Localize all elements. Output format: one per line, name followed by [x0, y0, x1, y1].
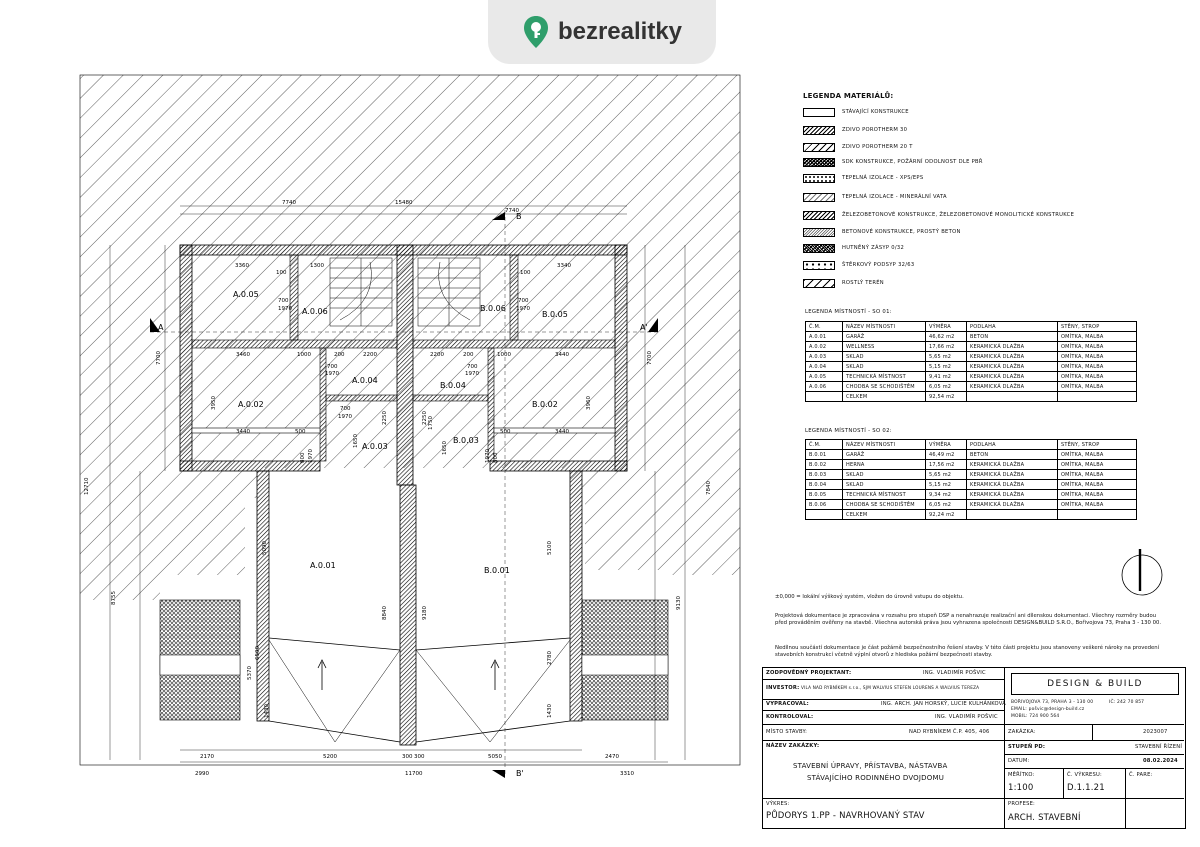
table-cell: OMÍTKA, MALBA	[1058, 342, 1137, 352]
table-cell: 92,54 m2	[926, 392, 967, 402]
room-label-b001: B.0.01	[484, 566, 510, 575]
table-header: STĚNY, STROP	[1058, 440, 1137, 450]
table-cell: CELKEM	[843, 392, 926, 402]
dim-label: 700	[327, 364, 338, 370]
material-label: BETONOVÉ KONSTRUKCE, PROSTÝ BETON	[842, 229, 961, 235]
table-cell	[1058, 510, 1137, 520]
material-swatch-icon	[803, 279, 835, 288]
prepared-label: VYPRACOVAL:	[766, 701, 809, 707]
material-legend-item	[803, 124, 907, 136]
dim-label: 3950	[211, 396, 217, 410]
material-swatch-icon	[803, 228, 835, 237]
table-cell: 17,56 m2	[926, 460, 967, 470]
section-mark-a: A	[158, 323, 164, 332]
dim-label: 1000	[297, 352, 311, 358]
table-row	[806, 460, 1137, 470]
section-mark-b: B	[516, 212, 522, 221]
table-cell: 5,65 m2	[926, 352, 967, 362]
dim-label: 2780	[547, 651, 553, 665]
dim-label: 3440	[236, 429, 250, 435]
table-row	[806, 392, 1137, 402]
table-cell: 17,66 m2	[926, 342, 967, 352]
room-label-b004: B.0.04	[440, 381, 466, 390]
room-label-a001: A.0.01	[310, 561, 336, 570]
order-label: ZAKÁZKA:	[1008, 729, 1036, 735]
scale-label: MĚŘÍTKO:	[1008, 772, 1035, 778]
dim-label: 9180	[422, 606, 428, 620]
table-cell: A.0.02	[806, 342, 843, 352]
material-legend-item	[803, 156, 983, 168]
table-cell: B.0.03	[806, 470, 843, 480]
material-swatch-icon	[803, 244, 835, 253]
dim-label: 3460	[236, 352, 250, 358]
room-label-a003: A.0.03	[362, 442, 388, 451]
note-fire-safety: Nedílnou součástí dokumentace je část požárně bezpečnostního řešení stavby. V této části projektu jsou stanoveny veškeré nároky na provedení stavebních konstrukcí včetně výplní otvorů z hlediska požární bezpečnosti stavby.	[775, 645, 1160, 658]
table-cell: B.0.04	[806, 480, 843, 490]
company-logo	[1011, 673, 1179, 695]
north-arrow-icon	[1118, 545, 1166, 597]
table-cell: KERAMICKÁ DLAŽBA	[967, 352, 1058, 362]
dim-label: 2250	[382, 411, 388, 425]
dim-label: 800	[300, 452, 306, 463]
table-cell: SKLAD	[843, 470, 926, 480]
dim-label: 500	[295, 429, 306, 435]
dim-label: 5370	[247, 666, 253, 680]
dim-label: 3440	[555, 352, 569, 358]
table-row	[806, 382, 1137, 392]
dim-label: 3960	[586, 396, 592, 410]
room-label-b006: B.0.06	[480, 304, 506, 313]
table-row	[806, 332, 1137, 342]
material-legend-item	[803, 242, 904, 254]
table-cell: 92,24 m2	[926, 510, 967, 520]
table-cell: OMÍTKA, MALBA	[1058, 372, 1137, 382]
table-cell: SKLAD	[843, 480, 926, 490]
table-cell: BETON	[967, 332, 1058, 342]
material-swatch-icon	[803, 261, 835, 270]
material-legend-item	[803, 277, 884, 289]
table-cell: 5,15 m2	[926, 480, 967, 490]
table-cell: CHODBA SE SCHODIŠTĚM	[843, 382, 926, 392]
company-ico: IČ: 242 70 857	[1109, 700, 1145, 705]
table-cell: KERAMICKÁ DLAŽBA	[967, 342, 1058, 352]
table-cell: TECHNICKÁ MÍSTNOST	[843, 490, 926, 500]
room-table-so02-title: LEGENDA MÍSTNOSTÍ - SO 02:	[805, 428, 892, 434]
dim-label: 1970	[465, 371, 479, 377]
dim-label: 1650	[442, 441, 448, 455]
dim-label: 1970	[278, 306, 292, 312]
table-cell: TECHNICKÁ MÍSTNOST	[843, 372, 926, 382]
dim-label: 3440	[555, 429, 569, 435]
project-name-label: NÁZEV ZAKÁZKY:	[766, 743, 820, 749]
material-label: SDK KONSTRUKCE, POŽÁRNÍ ODOLNOST DLE PBŘ	[842, 159, 983, 165]
dim-label: 1750	[428, 416, 434, 430]
section-mark-b2: B'	[516, 769, 524, 778]
table-cell: HERNA	[843, 460, 926, 470]
table-cell: B.0.05	[806, 490, 843, 500]
material-label: TEPELNÁ IZOLACE - MINERÁLNÍ VATA	[842, 194, 947, 200]
table-cell	[967, 510, 1058, 520]
table-header: Č.M.	[806, 322, 843, 332]
material-legend-item	[803, 141, 913, 153]
table-cell: 5,65 m2	[926, 470, 967, 480]
room-table-so02	[805, 439, 1137, 520]
table-cell: KERAMICKÁ DLAŽBA	[967, 480, 1058, 490]
table-row	[806, 372, 1137, 382]
dim-label: 1430	[547, 704, 553, 718]
table-cell: OMÍTKA, MALBA	[1058, 490, 1137, 500]
room-label-a002: A.0.02	[238, 400, 264, 409]
checked-value: ING. VLADIMÍR POŠVIC	[935, 714, 998, 720]
room-label-b005: B.0.05	[542, 310, 568, 319]
checked-label: KONTROLOVAL:	[766, 714, 814, 720]
room-label-b003: B.0.03	[453, 436, 479, 445]
table-cell: 5,15 m2	[926, 362, 967, 372]
company-name: DESIGN & BUILD	[1047, 679, 1143, 689]
dim-label: 800	[493, 452, 499, 463]
table-cell: KERAMICKÁ DLAŽBA	[967, 460, 1058, 470]
material-swatch-icon	[803, 126, 835, 135]
company-email: EMAIL: pošvic@design-build.cz	[1011, 707, 1085, 712]
dim-label: 1970	[325, 371, 339, 377]
table-cell: BETON	[967, 450, 1058, 460]
table-cell: KERAMICKÁ DLAŽBA	[967, 382, 1058, 392]
brand-name: bezrealitky	[557, 18, 683, 45]
table-cell: WELLNESS	[843, 342, 926, 352]
table-cell: SKLAD	[843, 352, 926, 362]
material-legend-title: LEGENDA MATERIÁLŮ:	[803, 92, 894, 100]
dim-label: 6500	[255, 646, 261, 660]
note-documentation: Projektová dokumentace je zpracována v rozsahu pro stupeň DSP a nenahrazuje realizační ani dílenskou dokumentaci. Všechny rozměry budou před prováděním ověřeny na stavbě. Všechna autorská práva jsou vyhrazena společnosti DESIGN&BUILD S.R.O., Bořivojova 73, Praha 3 - 130 00.	[775, 613, 1162, 626]
table-cell	[806, 510, 843, 520]
material-label: ZDIVO POROTHERM 30	[842, 127, 908, 133]
material-swatch-icon	[803, 143, 835, 152]
date-label: DATUM:	[1008, 758, 1030, 764]
dim-label: 1000	[497, 352, 511, 358]
table-row	[806, 362, 1137, 372]
table-cell	[1058, 392, 1137, 402]
table-cell: KERAMICKÁ DLAŽBA	[967, 500, 1058, 510]
dim-label: 300	[414, 754, 425, 760]
company-address: BOŘIVOJOVA 73, PRAHA 3 - 130 00	[1011, 700, 1094, 705]
dim-label: 2200	[430, 352, 444, 358]
dim-label: 100	[520, 270, 531, 276]
prepared-value: ING. ARCH. JAN HORSKÝ, LUCIE KULHÁNKOVÁ	[881, 701, 1006, 707]
table-cell: A.0.05	[806, 372, 843, 382]
dim-label: 3360	[235, 263, 249, 269]
material-swatch-icon	[803, 211, 835, 220]
dim-label: 300	[402, 754, 413, 760]
table-cell: B.0.01	[806, 450, 843, 460]
material-swatch-icon	[803, 108, 835, 117]
room-table-so01-title: LEGENDA MÍSTNOSTÍ - SO 01:	[805, 309, 892, 315]
table-cell: KERAMICKÁ DLAŽBA	[967, 490, 1058, 500]
table-cell: B.0.02	[806, 460, 843, 470]
dim-label: 11700	[405, 771, 423, 777]
material-label: TEPELNÁ IZOLACE - XPS/EPS	[842, 175, 924, 181]
table-row	[806, 510, 1137, 520]
table-cell: A.0.04	[806, 362, 843, 372]
order-value: 2023007	[1143, 729, 1168, 735]
table-cell: A.0.01	[806, 332, 843, 342]
table-row	[806, 470, 1137, 480]
table-cell: B.0.06	[806, 500, 843, 510]
table-row	[806, 342, 1137, 352]
material-label: STÁVAJÍCÍ KONSTRUKCE	[842, 109, 909, 115]
dim-label: 700	[518, 298, 529, 304]
table-cell: OMÍTKA, MALBA	[1058, 500, 1137, 510]
drawing-number-label: Č. VÝKRESU:	[1067, 772, 1102, 778]
table-cell: OMÍTKA, MALBA	[1058, 450, 1137, 460]
table-header: STĚNY, STROP	[1058, 322, 1137, 332]
table-cell: 9,41 m2	[926, 372, 967, 382]
material-label: ZDIVO POROTHERM 20 T	[842, 144, 913, 150]
dim-label: 5200	[323, 754, 337, 760]
copy-number-label: Č. PARE:	[1129, 772, 1153, 778]
table-row	[806, 490, 1137, 500]
material-swatch-icon	[803, 193, 835, 202]
table-cell: KERAMICKÁ DLAŽBA	[967, 372, 1058, 382]
room-table-so01	[805, 321, 1137, 402]
material-legend-item	[803, 191, 947, 203]
table-cell: OMÍTKA, MALBA	[1058, 362, 1137, 372]
table-cell: OMÍTKA, MALBA	[1058, 480, 1137, 490]
place-value: NAD RYBNÍKEM Č.P. 405, 406	[909, 729, 990, 735]
material-legend-item	[803, 209, 1074, 221]
dim-label: 5050	[488, 754, 502, 760]
table-cell: OMÍTKA, MALBA	[1058, 382, 1137, 392]
table-header: PODLAHA	[967, 322, 1058, 332]
dim-label: 2200	[363, 352, 377, 358]
dim-label: 2990	[195, 771, 209, 777]
material-legend-item	[803, 226, 961, 238]
table-cell: 6,05 m2	[926, 382, 967, 392]
table-cell: CELKEM	[843, 510, 926, 520]
project-name-line1: STAVEBNÍ ÚPRAVY, PŘÍSTAVBA, NÁSTAVBA	[793, 762, 948, 770]
company-mobile: MOBIL: 724 900 564	[1011, 714, 1060, 719]
material-legend-item	[803, 172, 923, 184]
material-label: ROSTLÝ TERÉN	[842, 280, 884, 286]
material-swatch-icon	[803, 174, 835, 183]
table-cell: A.0.06	[806, 382, 843, 392]
table-cell: 9,34 m2	[926, 490, 967, 500]
profession-value: ARCH. STAVEBNÍ	[1008, 813, 1081, 823]
dim-label: 7840	[706, 481, 712, 495]
table-cell: OMÍTKA, MALBA	[1058, 460, 1137, 470]
room-label-a006: A.0.06	[302, 307, 328, 316]
room-label-a004: A.0.04	[352, 376, 378, 385]
material-label: ŠTĚRKOVÝ PODSYP 32/63	[842, 262, 915, 268]
table-row	[806, 500, 1137, 510]
dim-label: 2170	[200, 754, 214, 760]
title-block	[762, 667, 1186, 829]
table-cell: 6,05 m2	[926, 500, 967, 510]
note-elevation: ±0,000 = lokální výškový systém, vložen do úrovně vstupu do objektu.	[775, 594, 964, 600]
table-cell: OMÍTKA, MALBA	[1058, 352, 1137, 362]
dim-label: 500	[500, 429, 511, 435]
table-header: VÝMĚRA	[926, 440, 967, 450]
table-cell	[806, 392, 843, 402]
table-header: NÁZEV MÍSTNOSTI	[843, 440, 926, 450]
dim-label: 700	[340, 406, 351, 412]
table-cell	[967, 392, 1058, 402]
investor-label: INVESTOR:	[766, 685, 800, 691]
dim-label: 3340	[557, 263, 571, 269]
table-cell: OMÍTKA, MALBA	[1058, 332, 1137, 342]
date-value: 08.02.2024	[1143, 758, 1178, 764]
dim-label: 12710	[84, 477, 90, 495]
dim-label: 5090	[262, 541, 268, 555]
table-row	[806, 450, 1137, 460]
table-header: Č.M.	[806, 440, 843, 450]
responsible-value: ING. VLADIMÍR POŠVIC	[923, 670, 986, 676]
table-header: PODLAHA	[967, 440, 1058, 450]
table-cell: KERAMICKÁ DLAŽBA	[967, 470, 1058, 480]
stage-value: STAVEBNÍ ŘÍZENÍ	[1135, 744, 1183, 750]
dim-label: 200	[334, 352, 345, 358]
material-legend-item	[803, 106, 909, 118]
drawing-label: VÝKRES:	[766, 801, 790, 807]
dim-label: 700	[278, 298, 289, 304]
table-cell: CHODBA SE SCHODIŠTĚM	[843, 500, 926, 510]
drawing-value: PŮDORYS 1.PP - NAVRHOVANÝ STAV	[766, 811, 925, 821]
place-label: MÍSTO STAVBY:	[766, 729, 808, 735]
stage-label: STUPEŇ PD:	[1008, 744, 1046, 750]
table-cell: SKLAD	[843, 362, 926, 372]
dim-label: 1970	[485, 449, 491, 463]
dim-label: 7740	[505, 208, 519, 214]
table-header: NÁZEV MÍSTNOSTI	[843, 322, 926, 332]
dim-label: 9130	[676, 596, 682, 610]
dim-label: 7700	[156, 351, 162, 365]
dim-label: 8755	[111, 591, 117, 605]
table-cell: A.0.03	[806, 352, 843, 362]
dim-label: 3310	[620, 771, 634, 777]
table-header: VÝMĚRA	[926, 322, 967, 332]
dim-label: 2250	[422, 411, 428, 425]
dim-label: 1300	[310, 263, 324, 269]
dim-label: 8840	[382, 606, 388, 620]
project-name-line2: STÁVAJÍCÍHO RODINNÉHO DVOJDOMU	[807, 774, 945, 782]
table-cell: OMÍTKA, MALBA	[1058, 470, 1137, 480]
dim-label: 7740	[282, 200, 296, 206]
dim-label: 1970	[308, 449, 314, 463]
section-mark-a2: A'	[640, 323, 648, 332]
table-cell: 46,62 m2	[926, 332, 967, 342]
room-label-b002: B.0.02	[532, 400, 558, 409]
material-swatch-icon	[803, 158, 835, 167]
dim-label: 700	[467, 364, 478, 370]
material-legend-item	[803, 259, 915, 271]
material-label: ŽELEZOBETONOVÉ KONSTRUKCE, ŽELEZOBETONOVÉ MONOLITICKÉ KONSTRUKCE	[842, 212, 1075, 218]
responsible-label: ZODPOVĚDNÝ PROJEKTANT:	[766, 670, 852, 676]
investor-value: VILA NAD RYBNÍKEM s.r.o., SJM WALVIUS STEFEN LOURENS A WALVIUS TEREZA	[801, 685, 980, 690]
dim-label: 1970	[338, 414, 352, 420]
table-cell: GARÁŽ	[843, 450, 926, 460]
room-label-a005: A.0.05	[233, 290, 259, 299]
scale-value: 1:100	[1008, 783, 1034, 793]
dim-label: 5100	[547, 541, 553, 555]
dim-label: 2470	[605, 754, 619, 760]
table-row	[806, 352, 1137, 362]
table-row	[806, 480, 1137, 490]
dim-label: 15480	[395, 200, 413, 206]
material-label: HUTNĚNÝ ZÁSYP 0/32	[842, 245, 905, 251]
profession-label: PROFESE:	[1008, 801, 1035, 807]
dim-label: 1650	[353, 434, 359, 448]
dim-label: 200	[463, 352, 474, 358]
dim-label: 100	[276, 270, 287, 276]
table-cell: KERAMICKÁ DLAŽBA	[967, 362, 1058, 372]
table-cell: GARÁŽ	[843, 332, 926, 342]
dim-label: 1430	[264, 704, 270, 718]
table-cell: 46,49 m2	[926, 450, 967, 460]
dim-label: 7700	[647, 351, 653, 365]
dim-label: 1970	[516, 306, 530, 312]
drawing-number-value: D.1.1.21	[1067, 783, 1105, 793]
